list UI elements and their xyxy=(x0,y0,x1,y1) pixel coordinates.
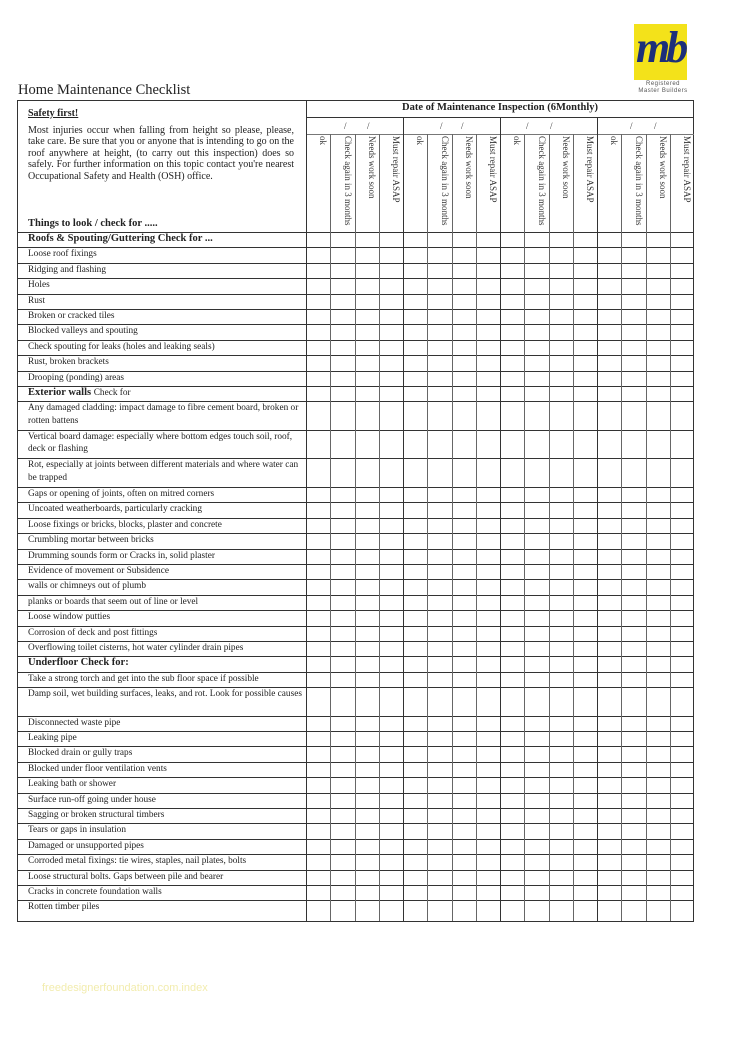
date-slash: / xyxy=(344,121,347,131)
checklist-item: Drumming sounds form or Cracks in, solid plaster xyxy=(28,550,215,561)
checklist-item: Blocked under floor ventilation vents xyxy=(28,763,167,774)
column-divider xyxy=(427,134,428,921)
column-header: Must repair ASAP xyxy=(488,136,498,203)
checklist-item: Ridging and flashing xyxy=(28,264,106,275)
logo-mark: mb xyxy=(636,23,685,72)
column-header: Check again in 3 months xyxy=(342,136,353,226)
date-slash: / xyxy=(630,121,633,131)
column-header: Check again in 3 months xyxy=(439,136,450,226)
checklist-item: Check spouting for leaks (holes and leaking seals) xyxy=(28,341,215,352)
things-to-check-heading: Things to look / check for ..... xyxy=(28,218,158,229)
checklist-item: Damaged or unsupported pipes xyxy=(28,840,144,851)
date-slash: / xyxy=(654,121,657,131)
column-divider xyxy=(573,134,574,921)
column-divider xyxy=(549,134,550,921)
checklist-item: Broken or cracked tiles xyxy=(28,311,115,321)
column-header: Must repair ASAP xyxy=(585,136,595,203)
checklist-item: Loose roof fixings xyxy=(28,249,97,260)
column-header: ok xyxy=(609,136,620,145)
checklist-item: Corrosion of deck and post fittings xyxy=(28,627,158,638)
safety-heading: Safety first! xyxy=(28,108,79,119)
group-divider xyxy=(597,117,598,921)
date-slash: / xyxy=(526,121,529,131)
page-title: Home Maintenance Checklist xyxy=(18,82,191,98)
date-slash: / xyxy=(550,121,553,131)
checklist-item: Damp soil, wet building surfaces, leaks, and rot. Look for possible causes xyxy=(28,689,302,700)
checklist-item: planks or boards that seem out of line or level xyxy=(28,596,199,607)
checklist-item: Crumbling mortar between bricks xyxy=(28,535,154,546)
checklist-item: Surface run-off going under house xyxy=(28,794,156,805)
checklist-item: Corroded metal fixings: tie wires, staples, nail plates, bolts xyxy=(28,856,247,867)
column-divider xyxy=(379,134,380,921)
group-divider xyxy=(500,117,501,921)
group-divider xyxy=(403,117,404,921)
column-divider xyxy=(355,134,356,921)
date-slash: / xyxy=(440,121,443,131)
checklist-item: Loose fixings or bricks, blocks, plaster and concrete xyxy=(28,519,222,530)
checklist-item: Sagging or broken structural timbers xyxy=(28,810,165,820)
column-header: Must repair ASAP xyxy=(682,136,692,203)
checklist-item: walls or chimneys out of plumb xyxy=(28,581,147,592)
column-header: Needs work soon xyxy=(560,136,571,199)
column-header: Needs work soon xyxy=(657,136,668,199)
checklist-item: Leaking bath or shower xyxy=(28,779,117,790)
date-slash: / xyxy=(461,121,464,131)
date-slash: / xyxy=(367,121,370,131)
column-header: Needs work soon xyxy=(366,136,377,199)
checklist-item: Holes xyxy=(28,280,50,291)
checklist-item: Drooping (ponding) areas xyxy=(28,372,125,383)
checklist-item: Rust xyxy=(28,295,46,306)
column-header: ok xyxy=(318,136,329,145)
checklist-item: Rot, especially at joints between different materials and where water can be trapped xyxy=(28,460,299,483)
column-header: Check again in 3 months xyxy=(536,136,547,226)
column-header: ok xyxy=(415,136,426,145)
checklist-item: Blocked valleys and spouting xyxy=(28,326,138,337)
checklist-item: Any damaged cladding: impact damage to fibre cement board, broken or rotten battens xyxy=(28,403,299,426)
logo xyxy=(634,24,690,98)
checklist-item: Rotten timber piles xyxy=(28,902,100,913)
column-divider xyxy=(621,134,622,921)
checklist-item: Gaps or opening of joints, often on mitred corners xyxy=(28,488,215,499)
checklist-item: Disconnected waste pipe xyxy=(28,717,121,728)
checklist-item: Vertical board damage: especially where bottom edges touch soil, roof, deck or flashing xyxy=(28,431,293,455)
checklist-item: Loose window putties xyxy=(28,612,111,623)
checklist-item: Cracks in concrete foundation walls xyxy=(28,887,162,897)
safety-paragraph: Most injuries occur when falling from height so please, please, take care. Be sure that you or anyone that is intending to go on the roof anywhere at height, (to carry out this inspection) does so safely. For further information on this topic contact you're nearest Occupational Safety and Health (OSH) office. xyxy=(28,124,294,182)
section-heading: Exterior walls Check for xyxy=(28,387,131,398)
column-header: Check again in 3 months xyxy=(633,136,644,226)
checklist-item: Loose structural bolts. Gaps between pile and bearer xyxy=(28,871,224,882)
logo-registered-text: Registered Master Builders xyxy=(638,81,688,94)
column-header: Needs work soon xyxy=(463,136,474,199)
column-divider xyxy=(524,134,525,921)
section-heading: Underfloor Check for: xyxy=(28,657,129,669)
date-of-inspection-header: Date of Maintenance Inspection (6Monthly) xyxy=(402,102,598,113)
safety-intro xyxy=(28,108,294,183)
checklist-item: Overflowing toilet cisterns, hot water cylinder drain pipes xyxy=(28,642,244,653)
checklist-item: Rust, broken brackets xyxy=(28,357,109,368)
checklist-item: Tears or gaps in insulation xyxy=(28,825,126,836)
checklist-item: Take a strong torch and get into the sub floor space if possible xyxy=(28,673,259,684)
column-header: Must repair ASAP xyxy=(391,136,401,203)
footer-watermark: freedesignerfoundation.com.index xyxy=(42,982,208,994)
column-divider xyxy=(670,134,671,921)
checklist-item: Uncoated weatherboards, particularly cracking xyxy=(28,504,202,515)
checklist-item: Leaking pipe xyxy=(28,733,77,743)
column-divider xyxy=(452,134,453,921)
column-divider xyxy=(476,134,477,921)
checklist-item: Blocked drain or gully traps xyxy=(28,748,133,759)
column-divider xyxy=(330,134,331,921)
column-header: ok xyxy=(512,136,523,145)
column-divider xyxy=(646,134,647,921)
checklist-item: Evidence of movement or Subsidence xyxy=(28,565,169,576)
section-heading: Roofs & Spouting/Guttering Check for ... xyxy=(28,233,213,244)
